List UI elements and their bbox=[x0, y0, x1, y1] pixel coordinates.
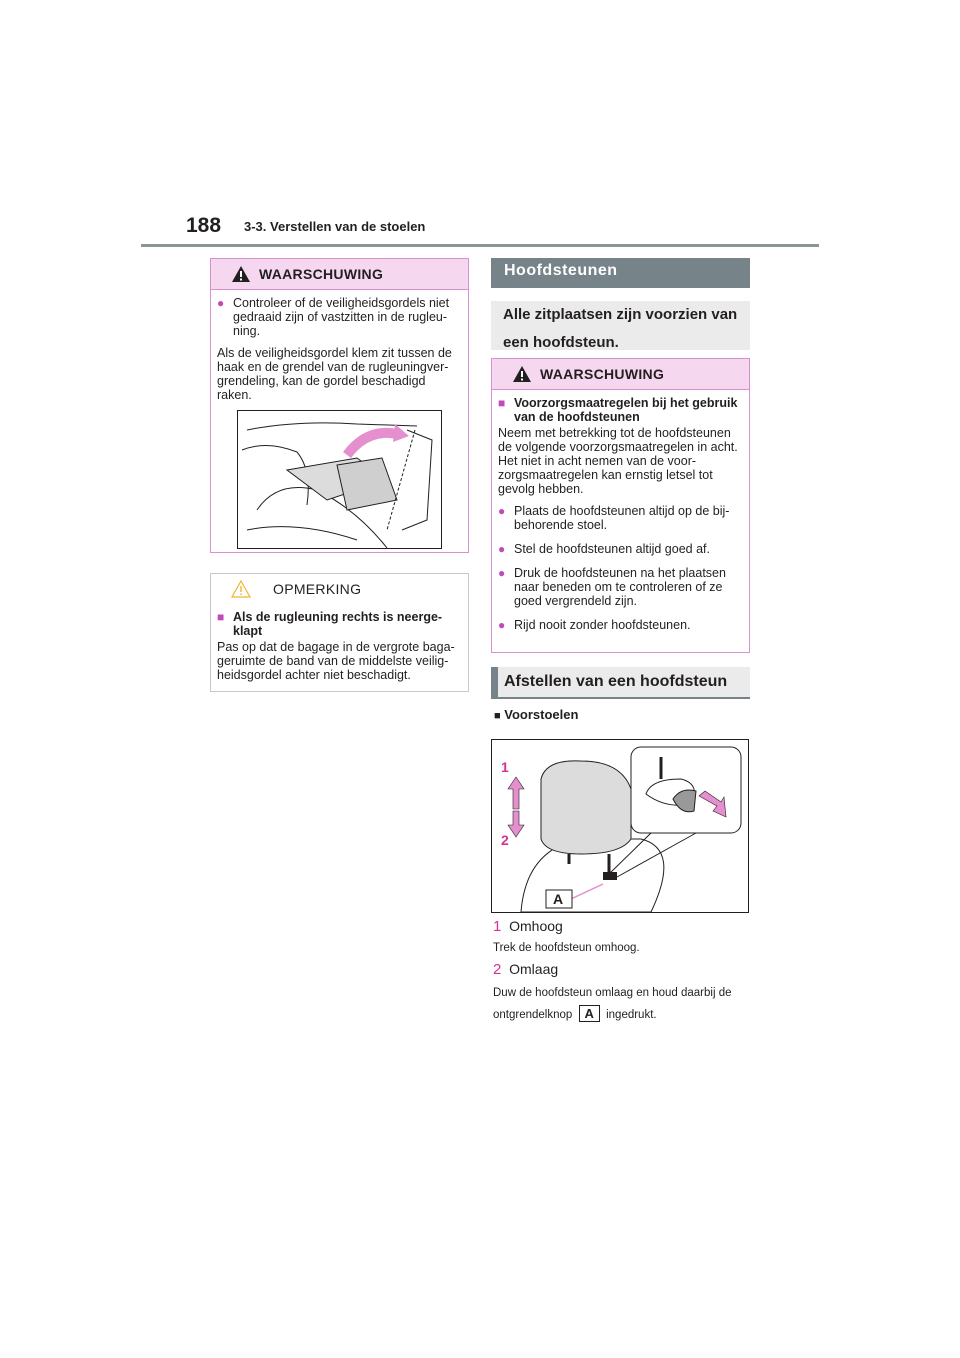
note-triangle-icon bbox=[231, 580, 251, 598]
note-box bbox=[210, 573, 469, 692]
warning-bullet: Stel de hoofdsteunen altijd goed af. bbox=[514, 542, 710, 556]
bullet-square-icon: ■ bbox=[498, 396, 506, 410]
warning-header bbox=[492, 359, 749, 390]
warning-bullet: Controleer of de veiligheidsgordels niet gedraaid zijn of vastzitten in de rugleu-ning. bbox=[233, 296, 450, 338]
intro-text: Alle zitplaatsen zijn voorzien van een hoofdsteun. bbox=[503, 306, 738, 351]
step-number: 1 bbox=[493, 918, 502, 935]
warning-paragraph: Als de veiligheidsgordel klem zit tussen de haak en de grendel van de rugleuningver-grendeling, kan de gordel beschadigd raken. bbox=[217, 346, 452, 402]
step-1 bbox=[493, 918, 753, 954]
step-2 bbox=[493, 961, 753, 1026]
front-seats-label: Voorstoelen bbox=[504, 707, 579, 722]
warning-triangle-icon bbox=[512, 365, 532, 383]
bullet-dot-icon: ● bbox=[498, 504, 506, 518]
note-paragraph: Pas op dat de bagage in de vergrote baga-geruimte de band van de middelste veilig-heidsgordel achter niet beschadigt. bbox=[217, 640, 455, 682]
bullet-square-icon: ■ bbox=[217, 610, 225, 624]
bullet-dot-icon: ● bbox=[498, 618, 506, 632]
section-heading-bar bbox=[491, 258, 750, 288]
step-label: Omhoog bbox=[509, 918, 563, 934]
warning-bullet: Druk de hoofdsteunen na het plaatsen naar beneden om te controleren of ze goed vergrendeld zijn. bbox=[514, 566, 726, 608]
note-header bbox=[211, 574, 468, 604]
headrest-figure bbox=[491, 739, 749, 913]
step-text: Trek de hoofdsteun omhoog. bbox=[493, 942, 640, 954]
right-warning-box bbox=[491, 358, 750, 653]
section-heading: Hoofdsteunen bbox=[504, 262, 618, 279]
bullet-dot-icon: ● bbox=[498, 566, 506, 580]
header-rule bbox=[141, 244, 819, 247]
warning-heading: Voorzorgsmaatregelen bij het gebruik van de hoofdsteunen bbox=[514, 396, 738, 424]
warning-triangle-icon bbox=[231, 265, 251, 283]
warning-title: WAARSCHUWING bbox=[540, 366, 665, 382]
step-number: 2 bbox=[493, 961, 502, 978]
section-title: 3-3. Verstellen van de stoelen bbox=[244, 219, 426, 234]
note-heading: Als de rugleuning rechts is neerge-klapt bbox=[233, 610, 443, 638]
headrest-illustration bbox=[491, 739, 749, 913]
inline-button-label: A bbox=[579, 1005, 600, 1022]
front-seats-heading bbox=[494, 707, 578, 722]
bullet-dot-icon: ● bbox=[217, 296, 225, 310]
warning-title: WAARSCHUWING bbox=[259, 266, 384, 282]
seatbelt-illustration bbox=[237, 410, 442, 549]
bullet-dot-icon: ● bbox=[498, 542, 506, 556]
figure-label-down: 2 bbox=[501, 832, 509, 848]
figure-label-button: A bbox=[553, 891, 564, 907]
subsection-heading-bar bbox=[491, 667, 750, 699]
bullet-square-icon: ■ bbox=[494, 710, 501, 722]
warning-header bbox=[211, 259, 468, 290]
step-label: Omlaag bbox=[509, 961, 559, 977]
left-warning-box bbox=[210, 258, 469, 553]
subsection-heading: Afstellen van een hoofdsteun bbox=[504, 673, 728, 690]
step-text: ingedrukt. bbox=[606, 1009, 657, 1021]
note-title: OPMERKING bbox=[273, 581, 362, 597]
warning-bullet: Rijd nooit zonder hoofdsteunen. bbox=[514, 618, 691, 632]
intro-box bbox=[491, 301, 750, 350]
warning-bullet: Plaats de hoofdsteunen altijd op de bij-behorende stoel. bbox=[514, 504, 730, 532]
figure-label-up: 1 bbox=[501, 759, 509, 775]
page-number: 188 bbox=[186, 214, 222, 237]
warning-paragraph: Neem met betrekking tot de hoofdsteunen de volgende voorzorgsmaatregelen in acht. Het niet in acht nemen van de voor-zorgsmaatregelen kan ernstig letsel tot gevolg hebben. bbox=[498, 426, 738, 496]
step-text: Duw de hoofdsteun omlaag en houd daarbij de ontgrendelknop bbox=[493, 987, 732, 1021]
